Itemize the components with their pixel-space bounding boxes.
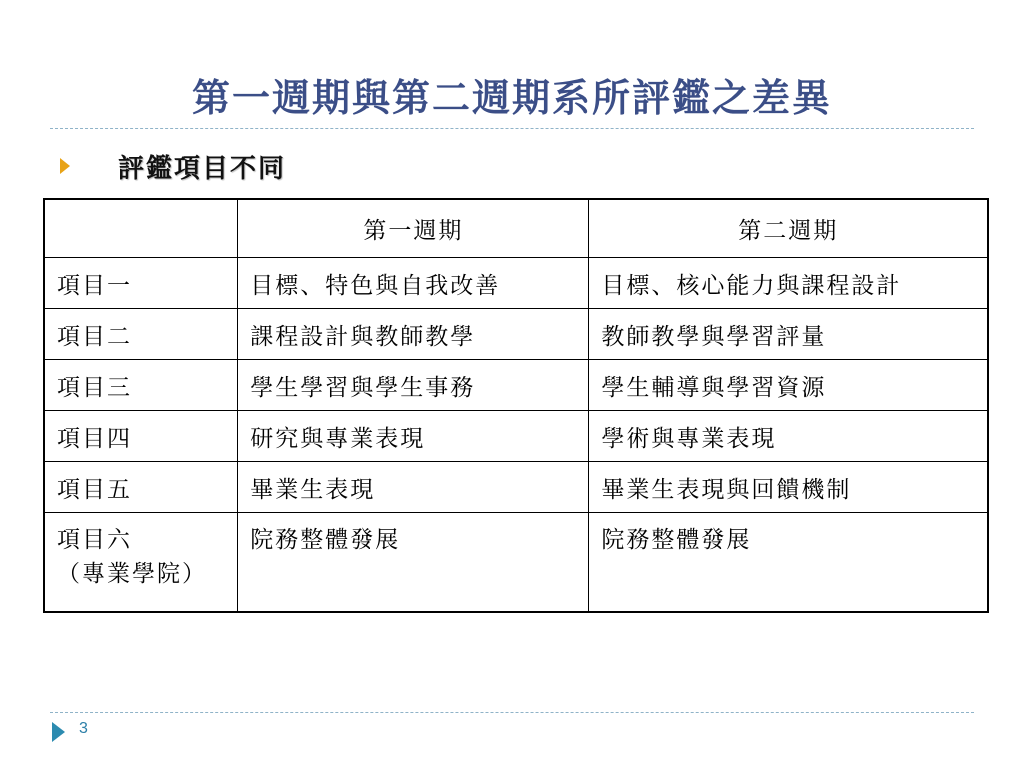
item-cell: 項目二: [44, 309, 238, 360]
item-cell: 項目五: [44, 462, 238, 513]
cycle-2-cell: 學術與專業表現: [589, 411, 988, 462]
bullet-item: [60, 146, 286, 186]
cycle-1-cell: 目標、特色與自我改善: [238, 258, 589, 309]
bullet-text: 評鑑項目不同: [118, 153, 287, 184]
slide-title: 第一週期與第二週期系所評鑑之差異: [191, 75, 832, 120]
cycle-2-cell: 畢業生表現與回饋機制: [589, 462, 988, 513]
cycle-1-cell: 學生學習與學生事務: [238, 360, 589, 411]
header-cell-cycle-2: 第二週期: [589, 199, 988, 258]
item-sublabel: （專業學院）: [57, 561, 207, 587]
table-row: [44, 360, 988, 411]
cycle-1-cell: 畢業生表現: [238, 462, 589, 513]
cycle-1-cell: 課程設計與教師教學: [238, 309, 589, 360]
cycle-2-cell: 院務整體發展: [589, 513, 988, 613]
page-number: 3: [79, 720, 88, 737]
item-cell: 項目一: [44, 258, 238, 309]
table-row: [44, 513, 988, 613]
title-divider: [50, 128, 974, 129]
table-header-row: [44, 199, 988, 258]
cycle-2-cell: 目標、核心能力與課程設計: [589, 258, 988, 309]
item-cell: 項目四: [44, 411, 238, 462]
table-row: [44, 258, 988, 309]
table-row: [44, 462, 988, 513]
cycle-2-cell: 教師教學與學習評量: [589, 309, 988, 360]
triangle-right-icon: [60, 158, 70, 174]
cycle-1-cell: 院務整體發展: [238, 513, 589, 613]
header-cell-cycle-1: 第一週期: [238, 199, 589, 258]
triangle-right-icon: [52, 722, 65, 742]
comparison-table: [43, 198, 989, 613]
item-cell: [44, 513, 238, 613]
cycle-2-cell: 學生輔導與學習資源: [589, 360, 988, 411]
footer-divider: [50, 712, 974, 713]
item-cell: 項目三: [44, 360, 238, 411]
item-label: 項目六: [57, 527, 132, 553]
header-cell-empty: [44, 199, 238, 258]
cycle-1-cell: 研究與專業表現: [238, 411, 589, 462]
table-row: [44, 309, 988, 360]
table-row: [44, 411, 988, 462]
